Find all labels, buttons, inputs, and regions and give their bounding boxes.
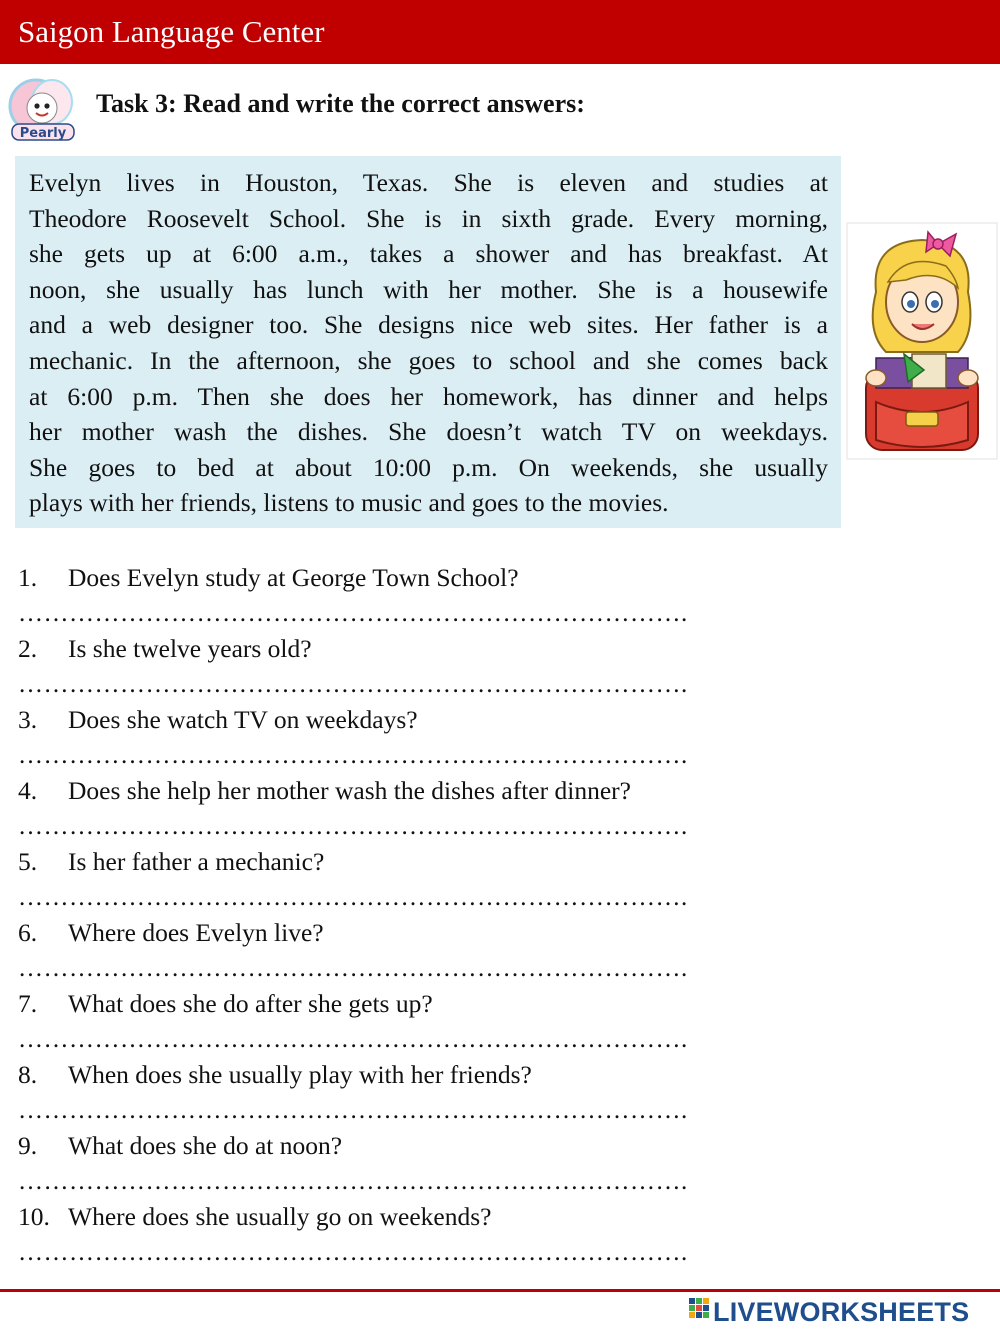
question-number: 4. (18, 776, 38, 805)
question-item (18, 915, 778, 986)
answer-line[interactable]: ……………………………………………………………………. (18, 1026, 688, 1053)
question-item (18, 773, 778, 844)
question-number: 9. (18, 1131, 38, 1160)
question-item (18, 986, 778, 1057)
question-item (18, 1057, 778, 1128)
answer-line[interactable]: ……………………………………………………………………. (18, 742, 688, 769)
question-item (18, 560, 778, 631)
question-number: 2. (18, 634, 38, 663)
question-text: Does Evelyn study at George Town School? (68, 563, 519, 592)
question-number: 6. (18, 918, 38, 947)
task-title: Task 3: Read and write the correct answers: (96, 89, 585, 118)
passage-line: she gets up at 6:00 a.m., takes a shower and has breakfast. At (29, 239, 828, 269)
question-text: Where does Evelyn live? (68, 918, 324, 947)
question-text: Does she help her mother wash the dishes after dinner? (68, 776, 631, 805)
question-text: What does she do at noon? (68, 1131, 343, 1160)
question-number: 5. (18, 847, 38, 876)
answer-line[interactable]: ……………………………………………………………………. (18, 1168, 688, 1195)
pearly-logo (6, 72, 84, 144)
answer-line[interactable]: ……………………………………………………………………. (18, 955, 688, 982)
question-item (18, 631, 778, 702)
passage-line: noon, she usually has lunch with her mother. She is a housewife (29, 274, 828, 304)
question-text: Is her father a mechanic? (68, 847, 325, 876)
reading-passage (15, 156, 841, 528)
question-list (18, 560, 778, 1270)
logo-text: Pearly (19, 126, 67, 141)
question-item (18, 702, 778, 773)
footer-divider (0, 1289, 1000, 1292)
answer-line[interactable]: ……………………………………………………………………. (18, 813, 688, 840)
liveworksheets-icon (689, 1298, 711, 1322)
passage-line: She goes to bed at about 10:00 p.m. On weekends, she usually (29, 452, 828, 482)
answer-line[interactable]: ……………………………………………………………………. (18, 1239, 688, 1266)
answer-line[interactable]: ……………………………………………………………………. (18, 600, 688, 627)
question-number: 8. (18, 1060, 38, 1089)
passage-line: at 6:00 p.m. Then she does her homework, has dinner and helps (29, 381, 828, 411)
brand-text: LIVEWORKSHEETS (713, 1297, 970, 1327)
passage-line: mechanic. In the afternoon, she goes to school and she comes back (29, 345, 828, 375)
question-item (18, 1128, 778, 1199)
question-number: 7. (18, 989, 38, 1018)
passage-line: her mother wash the dishes. She doesn’t watch TV on weekdays. (29, 417, 828, 447)
answer-line[interactable]: ……………………………………………………………………. (18, 884, 688, 911)
question-text: When does she usually play with her friends? (68, 1060, 532, 1089)
passage-line: plays with her friends, listens to music and goes to the movies. (29, 488, 669, 518)
question-number: 10. (18, 1202, 50, 1231)
answer-line[interactable]: ……………………………………………………………………. (18, 1097, 688, 1124)
passage-line: Evelyn lives in Houston, Texas. She is eleven and studies at (29, 168, 828, 197)
question-item (18, 1199, 778, 1270)
header-bar (0, 0, 1000, 64)
question-item (18, 844, 778, 915)
passage-line: Theodore Roosevelt School. She is in sixth grade. Every morning, (29, 203, 828, 233)
question-text: What does she do after she gets up? (68, 989, 433, 1018)
question-number: 1. (18, 563, 38, 592)
passage-line: and a web designer too. She designs nice web sites. Her father is a (29, 310, 828, 340)
question-text: Where does she usually go on weekends? (68, 1202, 492, 1231)
liveworksheets-brand[interactable] (689, 1293, 994, 1327)
answer-line[interactable]: ……………………………………………………………………. (18, 671, 688, 698)
question-number: 3. (18, 705, 38, 734)
question-text: Does she watch TV on weekdays? (68, 705, 418, 734)
header-title: Saigon Language Center (18, 14, 325, 49)
question-text: Is she twelve years old? (68, 634, 312, 663)
schoolgirl-illustration (846, 222, 998, 460)
